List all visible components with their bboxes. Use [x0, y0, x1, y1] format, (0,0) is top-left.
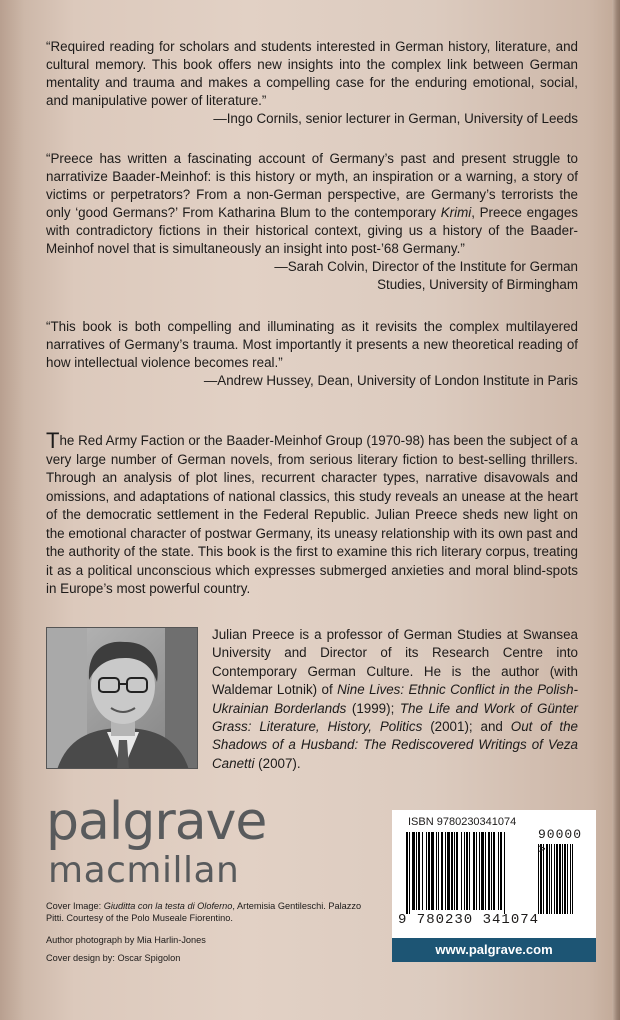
- barcode: [392, 810, 596, 938]
- publisher-logo-palgrave: palgrave: [46, 792, 267, 852]
- attribution-line: —Andrew Hussey, Dean, University of London Institute in Paris: [203, 373, 578, 388]
- attribution-line: Studies, University of Birmingham: [377, 277, 578, 292]
- price-code: 90000 >: [538, 827, 583, 857]
- author-photo: [46, 627, 198, 769]
- blurb-text: he Red Army Faction or the Baader-Meinhof Group (1970-98) has been the subject of a very large number of German novels, from serious literary fiction to best-selling thrillers. Through an analysis of plot lines, recurrent character types, narrative disavowals and omissions, and adaptations of national classics, this study reveals an unease at the heart of the democratic settlement in the Federal Republic. Julian Preece sheds new light on the emotional character of postwar Germany, its uneasy relationship with its own past and the authority of the state. This book is the first to examine this rich literary corpus, treating it as a political unconscious which expresses submerged anxieties and moral blind-spots in Europe’s most powerful country.: [46, 433, 578, 596]
- book-blurb: [46, 428, 578, 599]
- publisher-url[interactable]: www.palgrave.com: [392, 938, 596, 962]
- author-bio: Julian Preece is a professor of German Studies at Swansea University and Director of its Research Centre into Contemporary German Culture. He is the author (with Waldemar Lotnik) of Nine Lives: Ethnic Conflict in the Polish-Ukrainian Borderlands (1999); The Life and Work of Günter Grass: Literature, History, Politics (2001); and Out of the Shadows of a Husband: The Rediscovered Writings of Veza Canetti (2007).: [212, 627, 578, 771]
- quote-colvin: [46, 150, 578, 294]
- cover-image-credit: Cover Image: Giuditta con la testa di Oloferno, Artemisia Gentileschi. Palazzo Pitti. Courtesy of the Polo Museale Fiorentino.: [46, 901, 362, 923]
- attribution-line: —Sarah Colvin, Director of the Institute for German: [274, 259, 578, 274]
- publisher-logo-macmillan: macmillan: [48, 850, 240, 891]
- quote-attribution: [46, 372, 578, 390]
- quote-text: “This book is both compelling and illuminating as it revisits the complex multilayered narratives of Germany’s trauma. Most importantly it presents a new theoretical reading of how intellectual violence becomes real.”: [46, 319, 578, 370]
- quote-attribution: [46, 258, 578, 294]
- quote-hussey: [46, 318, 578, 390]
- quote-cornils: [46, 38, 578, 128]
- isbn-digits: 9 780230 341074: [398, 912, 540, 928]
- photo-credit: Author photograph by Mia Harlin-Jones: [46, 935, 206, 945]
- author-portrait-icon: [47, 628, 198, 769]
- quote-attribution: [46, 110, 578, 128]
- drop-cap: T: [46, 428, 60, 453]
- design-credit: Cover design by: Oscar Spigolon: [46, 953, 181, 963]
- isbn-label: ISBN 9780230341074: [408, 816, 517, 828]
- attribution-line: —Ingo Cornils, senior lecturer in German, University of Leeds: [213, 111, 578, 126]
- quote-text: “Preece has written a fascinating account of Germany’s past and present struggle to narrativize Baader-Meinhof: is this history or myth, an inspiration or a warning, a story of victims or perpetrators? From a non-German perspective, are Germany’s terrorists the only ‘good Germans?’ From Katharina Blum to the contemporary Krimi, Preece engages with contradictory fictions in their historical context, giving us a history of the Baader-Meinhof novel that is simultaneously an insight into post-’68 Germany.”: [46, 151, 579, 256]
- quote-text: “Required reading for scholars and students interested in German history, literature, and cultural memory. This book offers new insights into the complex link between German mentality and trauma and makes a compelling case for the enduring emotional, social, and manipulative power of literature.”: [46, 39, 578, 108]
- spine-edge: [612, 0, 620, 1020]
